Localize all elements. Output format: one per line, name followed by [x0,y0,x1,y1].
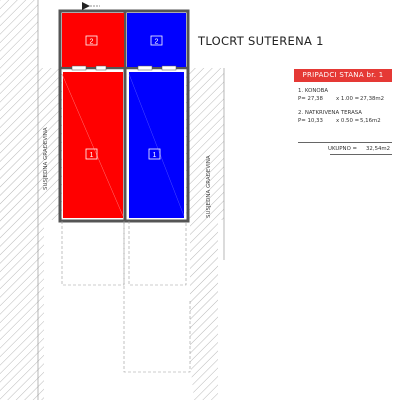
svg-text:2: 2 [154,38,159,46]
legend-divider [298,142,392,143]
legend-item-result: 5,16m2 [360,118,381,124]
legend-item-coef: x 1.00 = [336,96,360,102]
svg-text:1: 1 [89,152,94,159]
neighbor-building-right [186,68,224,400]
room-unit1-konoba [63,72,123,218]
entrance-arrow-icon [82,2,100,10]
neighbor-label-left: SUSJEDNA GRAĐEVINA [43,127,49,190]
neighbor-building-left [0,0,62,400]
legend-item-area: P= 27,38 [298,96,323,102]
neighbor-label-right: SUSJEDNA GRAĐEVINA [206,155,212,218]
legend-total-value: 32,54m2 [366,146,391,152]
legend-item-name: 1. KONOBA [298,88,329,94]
legend-total-underline [330,154,392,155]
legend-header: PRIPADCI STANA br. 1 [294,69,392,82]
svg-text:1: 1 [152,152,157,159]
legend-total-label: UKUPNO = [328,146,358,152]
svg-text:2: 2 [89,38,94,46]
legend-item-row [298,117,392,125]
legend-item-result: 27,38m2 [360,96,385,102]
legend-item-area: P= 10,33 [298,118,323,124]
legend-item-name: 2. NATKRIVENA TERASA [298,110,362,116]
legend-item-coef: x 0.50 = [336,118,360,124]
drawing-title: TLOCRT SUTERENA 1 [198,34,324,48]
legend-item-row [298,95,392,103]
dashed-outline-below [62,221,190,372]
legend-total-row [298,145,392,153]
legend [298,88,392,132]
